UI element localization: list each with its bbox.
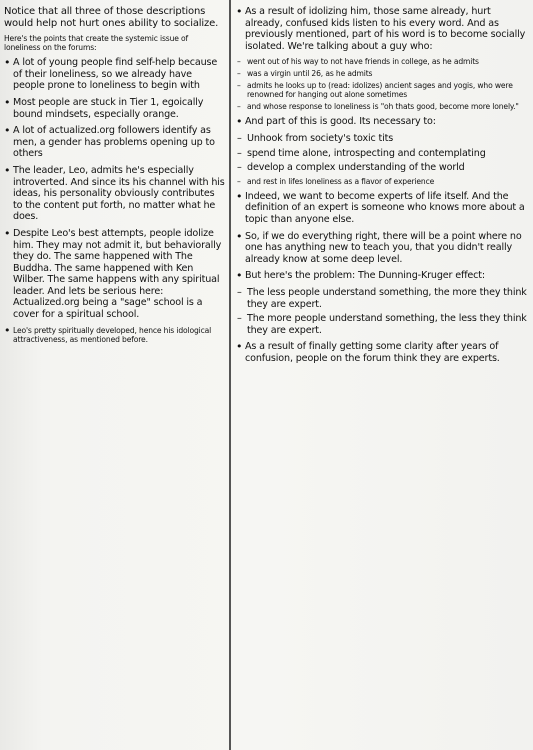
list-item: – admits he looks up to (read: idolizes) ancient sages and yogis, who were renowned for hanging out alone sometimes xyxy=(247,81,528,99)
list-item: – was a virgin until 26, as he admits xyxy=(247,69,528,78)
left-bullet-6: • Leo's pretty spiritually developed, hence his idological attractiveness, as mentioned before. xyxy=(4,326,226,344)
left-bullet-1: • A lot of young people find self-help because of their loneliness, so we already have people prone to loneliness to begin with xyxy=(4,57,226,92)
list-item: – went out of his way to not have friends in college, as he admits xyxy=(247,57,528,66)
right-bullet-3: • Indeed, we want to become experts of life itself. And the definition of an expert is someone who knows more about a topic than anyone else. xyxy=(236,191,528,226)
left-bullet-5: • Despite Leo's best attempts, people idolize him. They may not admit it, but behaviorally they do. The same happened with The Buddha. The same happened with Ken Wilber. The same happens with any spiritual leader. And lets be serious here: Actualized.org being a "sage" school is a cover for a spiritual school. xyxy=(4,228,226,321)
right-bullet-2: • And part of this is good. Its necessary to: xyxy=(236,116,528,128)
right-list-1 xyxy=(236,57,528,111)
left-column xyxy=(4,6,226,349)
list-item: – spend time alone, introspecting and contemplating xyxy=(247,148,528,160)
right-list-2 xyxy=(236,133,528,186)
list-item: – and rest in lifes loneliness as a flavor of experience xyxy=(247,177,528,186)
left-heading-points: Here's the points that create the systemic issue of loneliness on the forums: xyxy=(4,34,189,53)
list-item: – develop a complex understanding of the world xyxy=(247,162,528,174)
left-paragraph-1: Notice that all three of those descriptions would help not hurt ones ability to socialize. xyxy=(4,6,219,29)
right-bullet-4: • So, if we do everything right, there will be a point where no one has anything new to teach you, that you didn't really already know at some deep level. xyxy=(236,231,528,266)
left-bullet-3: • A lot of actualized.org followers identify as men, a gender has problems opening up to others xyxy=(4,125,226,160)
right-bullet-5: • But here's the problem: The Dunning-Kruger effect: xyxy=(236,270,528,282)
column-divider xyxy=(229,0,231,750)
right-bullet-6: • As a result of finally getting some clarity after years of confusion, people on the forum think they are experts. xyxy=(236,341,528,364)
list-item: – The more people understand something, the less they think they are expert. xyxy=(247,313,528,336)
list-item: – Unhook from society's toxic tits xyxy=(247,133,528,145)
right-list-3 xyxy=(236,287,528,336)
list-item: – and whose response to loneliness is "oh thats good, become more lonely." xyxy=(247,102,528,111)
right-column xyxy=(236,6,528,369)
left-bullet-2: • Most people are stuck in Tier 1, egoically bound mindsets, especially orange. xyxy=(4,97,226,120)
left-bullet-4: • The leader, Leo, admits he's especially introverted. And since its his channel with his ideas, his personality obviously contributes to the content put forth, no matter what he does. xyxy=(4,165,226,223)
right-bullet-1: • As a result of idolizing him, those same already, hurt already, confused kids listen to his every word. And as previously mentioned, part of his word is to become socially isolated. We're talking about a guy who: xyxy=(236,6,528,52)
list-item: – The less people understand something, the more they think they are expert. xyxy=(247,287,528,310)
